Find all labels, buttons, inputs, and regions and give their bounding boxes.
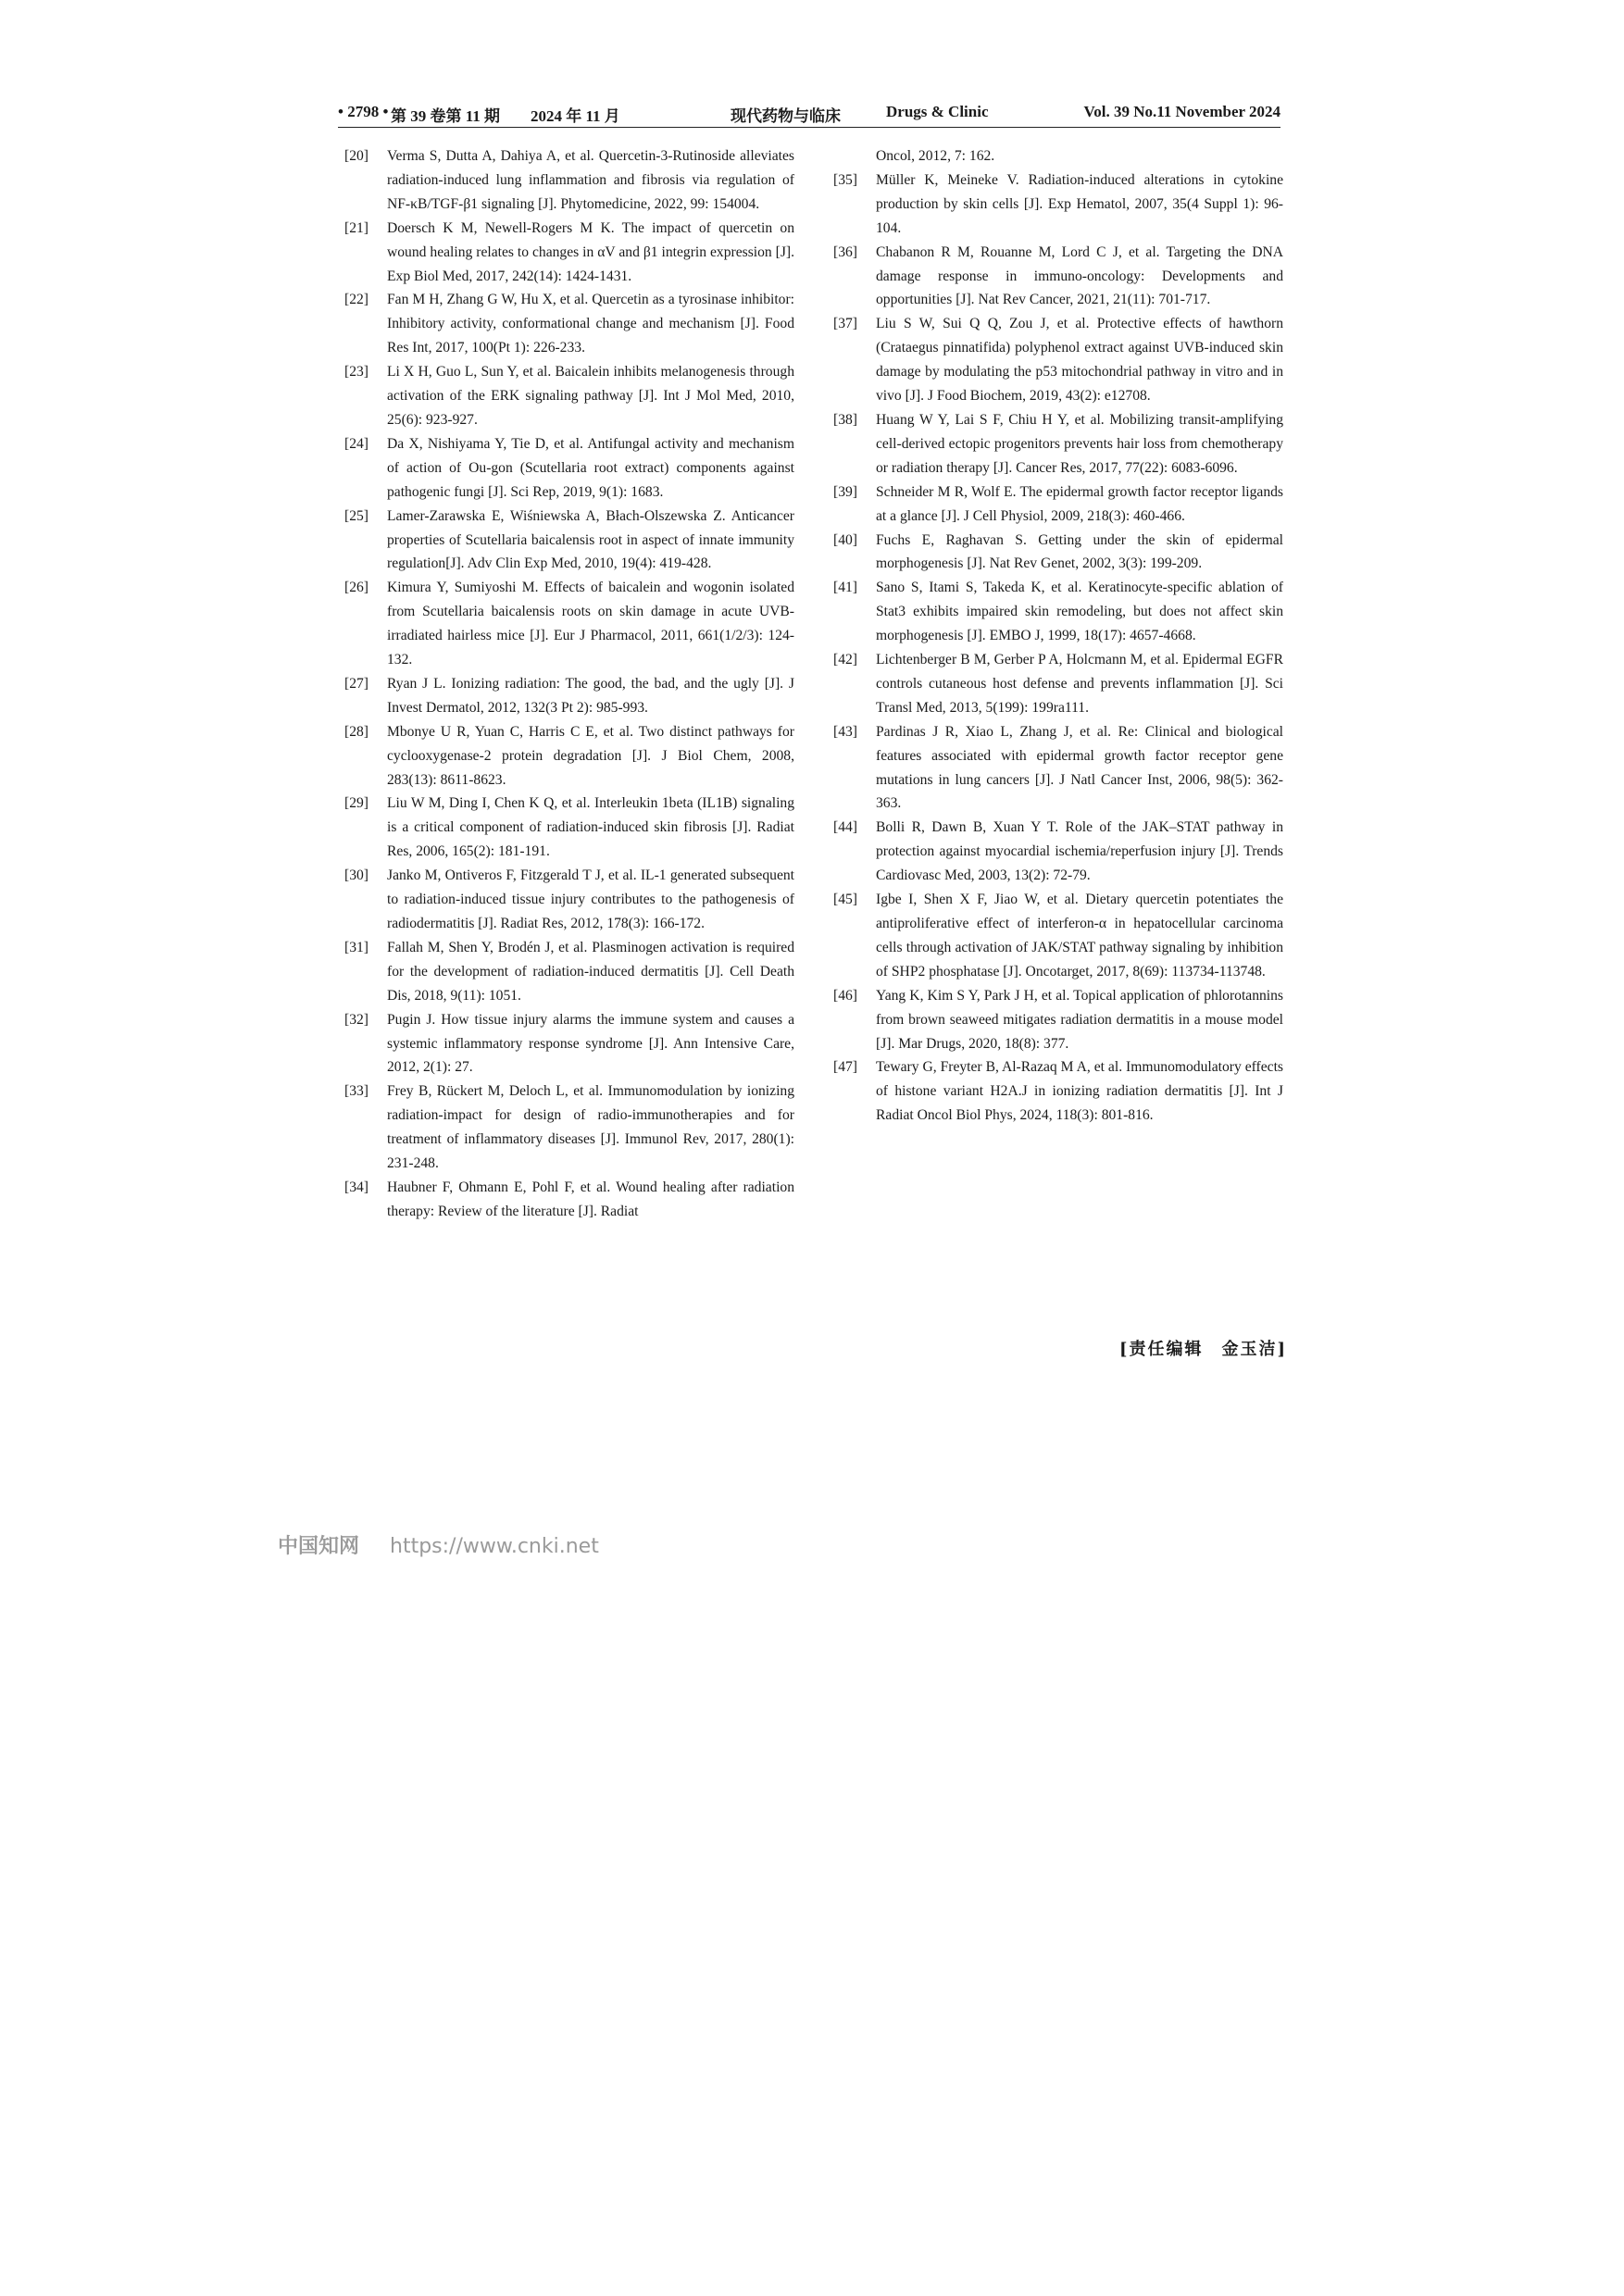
reference-text: Lamer-Zarawska E, Wiśniewska A, Błach-Olszewska Z. Anticancer properties of Scutellaria baicalensis root in aspect of innate immunity regulation[J]. Adv Clin Exp Med, 2010, 19(4): 419-428. — [387, 507, 794, 572]
reference-number: [45] — [833, 892, 857, 908]
reference-number: [21] — [344, 219, 369, 236]
reference-number: [25] — [344, 507, 369, 524]
reference-text: Fuchs E, Raghavan S. Getting under the skin of epidermal morphogenesis [J]. Nat Rev Genet, 2002, 3(3): 199-209. — [876, 531, 1283, 572]
reference-item — [344, 792, 794, 864]
reference-item — [833, 408, 1283, 480]
journal-title-en: Drugs & Clinic — [886, 103, 989, 120]
reference-text: Chabanon R M, Rouanne M, Lord C J, et al. Targeting the DNA damage response in immuno-oncology: Developments and opportunities [J]. Nat Rev Cancer, 2021, 21(11): 701-717. — [876, 243, 1283, 308]
reference-number: [38] — [833, 411, 857, 428]
reference-item — [833, 816, 1283, 888]
reference-number: [20] — [344, 148, 369, 164]
editor-note: [责任编辑 金玉洁] — [1118, 1340, 1287, 1359]
reference-item — [833, 168, 1283, 241]
reference-column-right — [833, 144, 1283, 1128]
header-rule — [338, 127, 1280, 128]
reference-number: [41] — [833, 580, 857, 596]
reference-item — [833, 576, 1283, 648]
reference-item — [833, 1055, 1283, 1128]
page-number: • 2798 • — [338, 103, 389, 120]
reference-text: Yang K, Kim S Y, Park J H, et al. Topical application of phlorotannins from brown seaweed mitigates radiation dermatitis in a mouse model [J]. Mar Drugs, 2020, 18(8): 377. — [876, 987, 1283, 1052]
reference-item — [344, 672, 794, 720]
reference-item — [833, 648, 1283, 720]
reference-item — [344, 720, 794, 792]
reference-item — [833, 480, 1283, 529]
reference-item — [344, 864, 794, 936]
volume-issue-cn: 第 39 卷第 11 期 — [391, 107, 501, 125]
reference-text: Sano S, Itami S, Takeda K, et al. Keratinocyte-specific ablation of Stat3 exhibits impaired skin remodeling, but does not affect skin morphogenesis [J]. EMBO J, 1999, 18(17): 4657-4668. — [876, 580, 1283, 644]
cnki-logo-text: 中国知网 — [278, 1535, 360, 1558]
reference-item — [833, 720, 1283, 817]
reference-item — [344, 505, 794, 577]
date-cn: 2024 年 11 月 — [531, 107, 620, 125]
reference-item — [344, 936, 794, 1008]
reference-number: [35] — [833, 171, 857, 188]
reference-text: Pardinas J R, Xiao L, Zhang J, et al. Re: Clinical and biological features associated with epidermal growth factor receptor gene mutations in lung cancers [J]. J Natl Cancer Inst, 2006, 98(5): 362-363. — [876, 723, 1283, 812]
reference-column-left — [344, 144, 794, 1224]
reference-number: [42] — [833, 652, 857, 668]
reference-number: [46] — [833, 987, 857, 1004]
reference-text: Li X H, Guo L, Sun Y, et al. Baicalein inhibits melanogenesis through activation of the ERK signaling pathway [J]. Int J Mol Med, 2010, 25(6): 923-927. — [387, 364, 794, 428]
reference-number: [34] — [344, 1179, 369, 1195]
reference-text: Lichtenberger B M, Gerber P A, Holcmann M, et al. Epidermal EGFR controls cutaneous host defense and prevents inflammation [J]. Sci Transl Med, 2013, 5(199): 199ra111. — [876, 652, 1283, 716]
reference-text: Frey B, Rückert M, Deloch L, et al. Immunomodulation by ionizing radiation-impact for design of radio-immunotherapies and for treatment of inflammatory diseases [J]. Immunol Rev, 2017, 280(1): 231-248. — [387, 1083, 794, 1172]
reference-item — [344, 1008, 794, 1080]
reference-text: Oncol, 2012, 7: 162. — [876, 148, 995, 164]
reference-item — [344, 360, 794, 432]
reference-text: Liu W M, Ding I, Chen K Q, et al. Interleukin 1beta (IL1B) signaling is a critical component of radiation-induced skin fibrosis [J]. Radiat Res, 2006, 165(2): 181-191. — [387, 795, 794, 860]
reference-text: Huang W Y, Lai S F, Chiu H Y, et al. Mobilizing transit-amplifying cell-derived ectopic progenitors prevents hair loss from chemotherapy or radiation therapy [J]. Cancer Res, 2017, 77(22): 6083-6096. — [876, 411, 1283, 476]
reference-number: [30] — [344, 867, 369, 884]
reference-text: Fan M H, Zhang G W, Hu X, et al. Quercetin as a tyrosinase inhibitor: Inhibitory activity, conformational change and mechanism [J]. Food Res Int, 2017, 100(Pt 1): 226-233. — [387, 292, 794, 356]
reference-item — [344, 217, 794, 289]
reference-text: Schneider M R, Wolf E. The epidermal growth factor receptor ligands at a glance [J]. J Cell Physiol, 2009, 218(3): 460-466. — [876, 483, 1283, 524]
reference-text: Ryan J L. Ionizing radiation: The good, the bad, and the ugly [J]. J Invest Dermatol, 2012, 132(3 Pt 2): 985-993. — [387, 675, 794, 716]
reference-number: [40] — [833, 531, 857, 548]
reference-number: [36] — [833, 243, 857, 260]
reference-number: [44] — [833, 819, 857, 836]
reference-text: Igbe I, Shen X F, Jiao W, et al. Dietary quercetin potentiates the antiproliferative effect of interferon-α in hepatocellular carcinoma cells through activation of JAK/STAT pathway signaling by inhibition of SHP2 phosphatase [J]. Oncotarget, 2017, 8(69): 113734-113748. — [876, 892, 1283, 980]
cnki-watermark[interactable] — [278, 1530, 599, 1559]
reference-item — [344, 144, 794, 217]
cnki-url[interactable]: https://www.cnki.net — [390, 1535, 599, 1558]
reference-item — [833, 888, 1283, 984]
reference-number: [28] — [344, 723, 369, 740]
reference-item — [344, 288, 794, 360]
reference-number: [47] — [833, 1059, 857, 1076]
reference-item — [833, 984, 1283, 1056]
reference-number: [27] — [344, 675, 369, 692]
reference-number: [31] — [344, 939, 369, 955]
reference-text: Da X, Nishiyama Y, Tie D, et al. Antifungal activity and mechanism of action of Ou-gon (Scutellaria root extract) components against pathogenic fungi [J]. Sci Rep, 2019, 9(1): 1683. — [387, 435, 794, 500]
reference-text: Fallah M, Shen Y, Brodén J, et al. Plasminogen activation is required for the development of radiation-induced dermatitis [J]. Cell Death Dis, 2018, 9(11): 1051. — [387, 939, 794, 1004]
reference-item — [833, 144, 1283, 168]
reference-text: Doersch K M, Newell-Rogers M K. The impact of quercetin on wound healing relates to changes in αV and β1 integrin expression [J]. Exp Biol Med, 2017, 242(14): 1424-1431. — [387, 219, 794, 284]
reference-text: Müller K, Meineke V. Radiation-induced alterations in cytokine production by skin cells [J]. Exp Hematol, 2007, 35(4 Suppl 1): 96-104. — [876, 171, 1283, 236]
reference-number: [23] — [344, 364, 369, 381]
reference-text: Tewary G, Freyter B, Al-Razaq M A, et al. Immunomodulatory effects of histone variant H2A.J in ionizing radiation dermatitis [J]. Int J Radiat Oncol Biol Phys, 2024, 118(3): 801-816. — [876, 1059, 1283, 1124]
reference-item — [833, 529, 1283, 577]
reference-text: Kimura Y, Sumiyoshi M. Effects of baicalein and wogonin isolated from Scutellaria baicalensis roots on skin damage in acute UVB-irradiated hairless mice [J]. Eur J Pharmacol, 2011, 661(1/2/3): 124-132. — [387, 580, 794, 668]
reference-number: [43] — [833, 723, 857, 740]
reference-item — [344, 1176, 794, 1224]
reference-number: [33] — [344, 1083, 369, 1100]
reference-number: [37] — [833, 316, 857, 332]
reference-text: Pugin J. How tissue injury alarms the immune system and causes a systemic inflammatory response syndrome [J]. Ann Intensive Care, 2012, 2(1): 27. — [387, 1011, 794, 1076]
reference-text: Bolli R, Dawn B, Xuan Y T. Role of the JAK–STAT pathway in protection against myocardial ischemia/reperfusion injury [J]. Trends Cardiovasc Med, 2003, 13(2): 72-79. — [876, 819, 1283, 884]
reference-text: Verma S, Dutta A, Dahiya A, et al. Quercetin-3-Rutinoside alleviates radiation-induced lung inflammation and fibrosis via regulation of NF-κB/TGF-β1 signaling [J]. Phytomedicine, 2022, 99: 154004. — [387, 148, 794, 212]
reference-number: [22] — [344, 292, 369, 308]
reference-text: Janko M, Ontiveros F, Fitzgerald T J, et al. IL-1 generated subsequent to radiation-induced tissue injury contributes to the pathogenesis of radiodermatitis [J]. Radiat Res, 2012, 178(3): 166-172. — [387, 867, 794, 931]
reference-item — [344, 576, 794, 672]
reference-item — [344, 432, 794, 505]
reference-number: [39] — [833, 483, 857, 500]
reference-number: [26] — [344, 580, 369, 596]
volume-issue-en: Vol. 39 No.11 November 2024 — [1083, 103, 1280, 120]
reference-text: Haubner F, Ohmann E, Pohl F, et al. Wound healing after radiation therapy: Review of the literature [J]. Radiat — [387, 1179, 794, 1219]
reference-number: [24] — [344, 435, 369, 452]
reference-number: [29] — [344, 795, 369, 812]
page-header — [338, 95, 1280, 127]
journal-title-cn: 现代药物与临床 — [731, 107, 841, 126]
reference-item — [833, 312, 1283, 408]
reference-item — [833, 241, 1283, 313]
reference-item — [344, 1079, 794, 1176]
reference-number: [32] — [344, 1011, 369, 1028]
reference-text: Liu S W, Sui Q Q, Zou J, et al. Protective effects of hawthorn (Crataegus pinnatifida) polyphenol extract against UVB-induced skin damage by modulating the p53 mitochondrial pathway in vitro and in vivo [J]. J Food Biochem, 2019, 43(2): e12708. — [876, 316, 1283, 405]
reference-text: Mbonye U R, Yuan C, Harris C E, et al. Two distinct pathways for cyclooxygenase-2 protein degradation [J]. J Biol Chem, 2008, 283(13): 8611-8623. — [387, 723, 794, 788]
